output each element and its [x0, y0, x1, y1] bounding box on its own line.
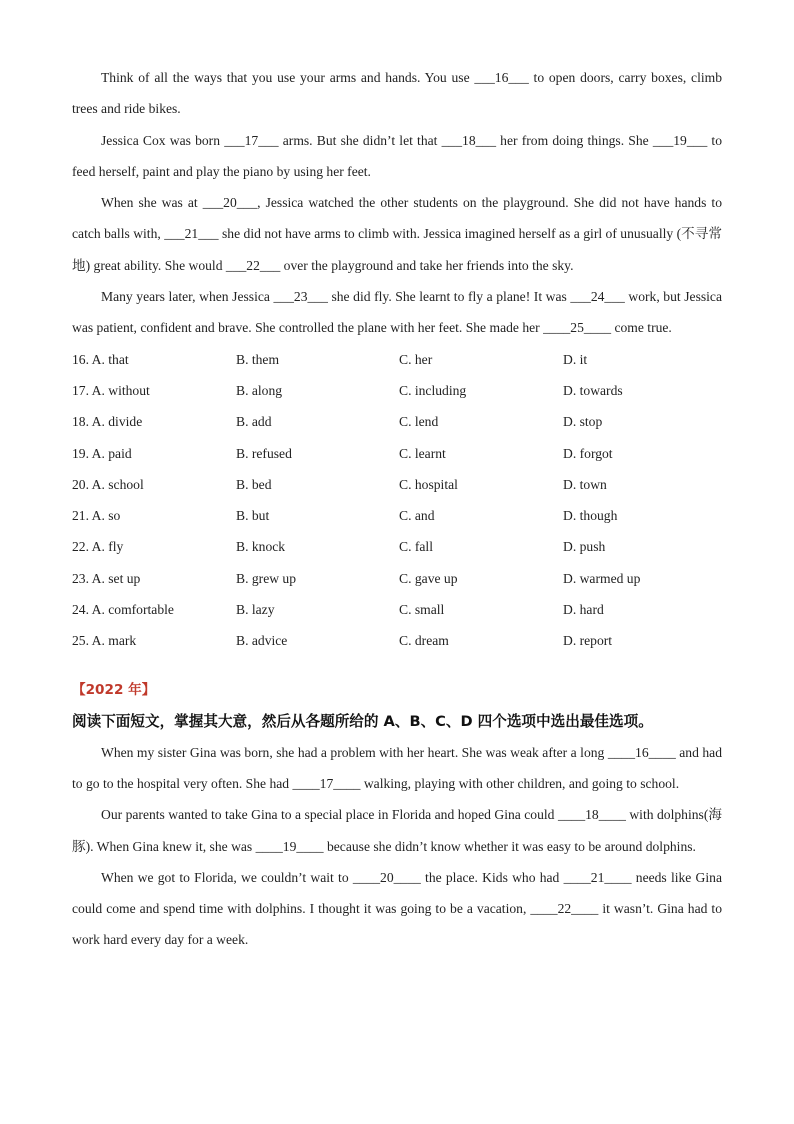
blank-20: ____20____ [352, 869, 421, 885]
blank-22: ___22___ [225, 257, 281, 273]
text-run: needs like Gina could come and spend time with dolphins. I thought it was going to be a vacation, [72, 869, 722, 917]
passage-2-paragraph-3 [72, 862, 722, 956]
option-b: B. add [236, 414, 272, 430]
text-run: and had to go to the hospital very often. She had [72, 744, 722, 791]
text-run: over the playground and take her friends into the sky. [280, 257, 574, 273]
option-row-21 [72, 500, 722, 531]
text-run: , Jessica watched the other students on the playground. She did not have hands to catch balls with, [72, 195, 722, 242]
option-b: B. advice [236, 633, 288, 649]
option-row-22 [72, 531, 722, 562]
option-d: D. report [563, 633, 613, 649]
text-run: walking, playing with other children, and going to school. [360, 775, 680, 791]
option-a: 19. A. paid [72, 445, 132, 461]
option-b: B. but [236, 508, 270, 524]
option-row-19 [72, 438, 722, 469]
option-c: C. fall [399, 539, 433, 555]
text-run: Many years later, when Jessica [101, 289, 274, 305]
text-run: to feed herself, paint and play the piano by using her feet. [72, 132, 722, 179]
option-c: C. gave up [399, 570, 458, 586]
option-c: C. learnt [399, 445, 446, 461]
option-row-16 [72, 344, 722, 375]
option-a: 22. A. fly [72, 539, 124, 555]
text-run: the place. Kids who had [420, 869, 564, 885]
blank-19: ____19____ [255, 838, 324, 854]
blank-20: ___20___ [202, 195, 258, 211]
text-run: to open doors, carry boxes, climb trees and ride bikes. [72, 70, 722, 117]
option-c: C. small [399, 602, 445, 618]
blank-17: ___17___ [224, 132, 279, 148]
option-d: D. town [563, 476, 607, 492]
instruction-text: 阅读下面短文，掌握其大意，然后从各题所给的 A、B、C、D 四个选项中选出最佳选项。 [72, 712, 653, 730]
option-b: B. along [236, 382, 283, 398]
option-c: C. her [399, 351, 433, 367]
option-row-18 [72, 406, 722, 437]
option-d: D. warmed up [563, 570, 641, 586]
passage-2-paragraph-1 [72, 737, 722, 800]
blank-21: ___21___ [164, 226, 219, 242]
blank-21: ____21____ [563, 869, 632, 885]
text-run: When we got to Florida, we couldn’t wait to [101, 869, 353, 885]
text-run: arms. But she didn’t let that [278, 132, 442, 148]
blank-17: ____17____ [292, 775, 361, 791]
text-run: When she was at [101, 195, 203, 211]
option-d: D. it [563, 351, 588, 367]
blank-25: ____25____ [543, 320, 612, 336]
text-run: her from doing things. She [496, 132, 653, 148]
option-a: 17. A. without [72, 382, 150, 398]
option-a: 21. A. so [72, 508, 121, 524]
option-c: C. hospital [399, 476, 458, 492]
option-a: 20. A. school [72, 476, 144, 492]
option-b: B. lazy [236, 602, 275, 618]
option-b: B. knock [236, 539, 286, 555]
text-run: with dolphins(海豚). When Gina knew it, she was [72, 807, 722, 854]
year-heading: 【2022 年】 [72, 681, 156, 698]
option-c: C. lend [399, 414, 439, 430]
option-c: C. including [399, 382, 467, 398]
option-d: D. stop [563, 414, 603, 430]
passage-2 [72, 737, 722, 956]
text-run: she did fly. She learnt to fly a plane! It was [327, 289, 571, 305]
options-list [72, 344, 722, 657]
blank-22: ____22____ [530, 901, 599, 917]
text-run: Think of all the ways that you use your arms and hands. You use [101, 70, 475, 85]
text-run: Jessica Cox was born [101, 132, 225, 148]
option-row-17 [72, 375, 722, 406]
option-b: B. them [236, 351, 280, 367]
text-run: When my sister Gina was born, she had a problem with her heart. She was weak after a long [101, 744, 608, 760]
text-run: come true. [611, 320, 672, 336]
text-run: Our parents wanted to take Gina to a special place in Florida and hoped Gina could [101, 807, 558, 823]
passage-2-paragraph-2 [72, 799, 722, 862]
option-b: B. bed [236, 476, 272, 492]
text-run: because she didn’t know whether it was easy to be around dolphins. [323, 838, 696, 854]
option-c: C. and [399, 508, 435, 524]
option-c: C. dream [399, 633, 449, 649]
blank-24: ___24___ [570, 289, 625, 305]
option-d: D. push [563, 539, 606, 555]
option-a: 24. A. comfortable [72, 602, 174, 618]
passage-1 [72, 62, 722, 344]
blank-18: ___18___ [441, 132, 496, 148]
passage-1-paragraph-3 [72, 187, 722, 281]
option-row-20 [72, 469, 722, 500]
option-d: D. hard [563, 602, 604, 618]
text-run: it wasn’t. Gina had to work hard every day for a week. [72, 901, 722, 948]
option-row-24 [72, 594, 722, 625]
document-page [72, 62, 722, 956]
passage-1-paragraph-1 [72, 62, 722, 125]
blank-19: ___19___ [652, 132, 708, 148]
option-a: 25. A. mark [72, 633, 137, 649]
blank-16: ____16____ [607, 744, 676, 760]
option-row-25 [72, 625, 722, 656]
option-row-23 [72, 563, 722, 594]
option-a: 18. A. divide [72, 414, 143, 430]
option-d: D. towards [563, 382, 623, 398]
blank-23: ___23___ [273, 289, 328, 305]
passage-1-paragraph-2 [72, 125, 722, 188]
option-a: 16. A. that [72, 351, 129, 367]
option-d: D. though [563, 508, 618, 524]
passage-1-paragraph-4 [72, 281, 722, 344]
option-d: D. forgot [563, 445, 613, 461]
option-a: 23. A. set up [72, 570, 141, 586]
blank-18: ____18____ [557, 807, 626, 823]
text-run: she did not have arms to climb with. Jessica imagined herself as a girl of unusually (不寻常地) great ability. She would [72, 226, 722, 273]
option-b: B. grew up [236, 570, 297, 586]
text-run: work, but Jessica was patient, confident and brave. She controlled the plane with her feet. She made her [72, 289, 722, 336]
blank-16: ___16___ [474, 70, 529, 85]
option-b: B. refused [236, 445, 292, 461]
